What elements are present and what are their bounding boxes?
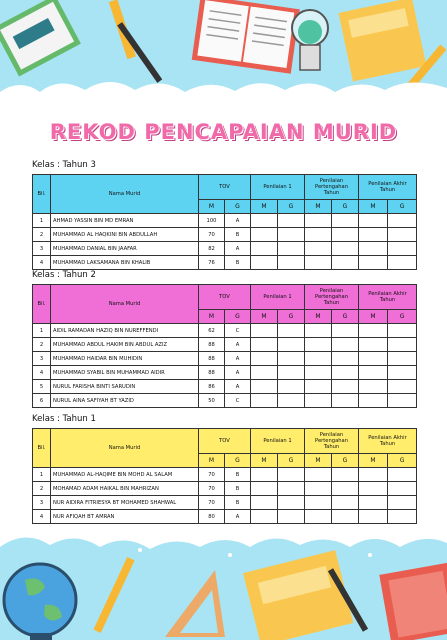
empty-cell [305,324,332,338]
tov-mark: 50 [199,394,225,408]
table-row [33,214,417,228]
empty-cell [305,394,332,408]
empty-cell [332,394,359,408]
g-header: G [225,454,251,468]
empty-cell [332,366,359,380]
tov-grade: A [225,214,251,228]
empty-cell [388,242,417,256]
empty-cell [305,242,332,256]
g-header: G [388,200,417,214]
tov-mark: 88 [199,352,225,366]
student-name: NUR AIDIRA FITRIESYA BT MOHAMED SHAHWAL [51,496,199,510]
m-header: M [251,454,278,468]
penilaian-pertengahan-header: Penilaian Pertengahan Tahun [305,429,359,454]
empty-cell [251,380,278,394]
tov-grade: C [225,394,251,408]
empty-cell [305,468,332,482]
empty-cell [305,256,332,270]
empty-cell [251,496,278,510]
table-row [33,394,417,408]
m-header: M [251,310,278,324]
empty-cell [278,352,305,366]
empty-cell [332,352,359,366]
m-header: M [305,454,332,468]
empty-cell [388,510,417,524]
empty-cell [278,380,305,394]
bil-header: Bil. [33,285,51,324]
empty-cell [359,394,388,408]
empty-cell [251,510,278,524]
table-row [33,338,417,352]
empty-cell [388,352,417,366]
tov-grade: A [225,510,251,524]
empty-cell [278,394,305,408]
student-name: MUHAMMAD SYABIL BIN MUHAMMAD AIDIR [51,366,199,380]
empty-cell [251,338,278,352]
student-name: MUHAMMAD HAIDAR BIN MUHIDIN [51,352,199,366]
tov-mark: 76 [199,256,225,270]
m-header: M [359,454,388,468]
g-header: G [278,454,305,468]
g-header: G [388,310,417,324]
table-row [33,352,417,366]
student-name: AHMAD YASSIN BIN MD EMRAN [51,214,199,228]
empty-cell [332,510,359,524]
class-label: Kelas : Tahun 2 [32,270,96,280]
page-title: REKOD PENCAPAIAN MURID [49,120,398,144]
empty-cell [332,256,359,270]
empty-cell [305,352,332,366]
empty-cell [278,510,305,524]
empty-cell [251,214,278,228]
row-number: 2 [33,482,51,496]
tov-grade: B [225,256,251,270]
student-name: NUR AFIQAH BT AMRAN [51,510,199,524]
table-row [33,510,417,524]
empty-cell [251,324,278,338]
student-name: MUHAMMAD AL HAQKINI BIN ABDULLAH [51,228,199,242]
penilaian1-header: Penilaian 1 [251,429,305,454]
bottom-decoration-banner [0,525,447,640]
empty-cell [332,338,359,352]
m-header: M [305,200,332,214]
empty-cell [332,380,359,394]
row-number: 3 [33,352,51,366]
tov-mark: 70 [199,468,225,482]
g-header: G [278,200,305,214]
empty-cell [251,256,278,270]
tov-mark: 100 [199,214,225,228]
tov-mark: 88 [199,338,225,352]
empty-cell [359,242,388,256]
nama-header: Nama Murid [51,285,199,324]
table-row [33,366,417,380]
tov-header: TOV [199,429,251,454]
empty-cell [278,366,305,380]
penilaian-akhir-header: Penilaian Akhir Tahun [359,175,417,200]
table-row [33,482,417,496]
g-header: G [225,310,251,324]
m-header: M [199,454,225,468]
top-decoration-banner [0,0,447,110]
penilaian1-header: Penilaian 1 [251,285,305,310]
empty-cell [278,228,305,242]
empty-cell [359,352,388,366]
tov-grade: B [225,496,251,510]
student-name: MUHAMMAD DANIAL BIN JAAFAR [51,242,199,256]
tov-mark: 82 [199,242,225,256]
student-name: MUHAMMAD AL-HAQIME BIN MOHD AL SALAM [51,468,199,482]
bil-header: Bil. [33,429,51,468]
tov-header: TOV [199,285,251,310]
student-name: AIDIL RAMADAN HAZIQ BIN NUREFFENDI [51,324,199,338]
table-row [33,256,417,270]
empty-cell [251,482,278,496]
empty-cell [388,214,417,228]
tov-mark: 70 [199,228,225,242]
empty-cell [359,482,388,496]
tov-grade: A [225,366,251,380]
empty-cell [388,394,417,408]
empty-cell [359,468,388,482]
student-record-table [32,174,417,270]
school-supplies-illustration [0,525,447,640]
g-header: G [225,200,251,214]
row-number: 4 [33,366,51,380]
empty-cell [251,468,278,482]
row-number: 4 [33,510,51,524]
tov-grade: B [225,228,251,242]
empty-cell [332,324,359,338]
m-header: M [199,310,225,324]
student-record-table [32,284,417,408]
tov-grade: A [225,242,251,256]
tov-grade: A [225,338,251,352]
empty-cell [359,256,388,270]
tov-mark: 80 [199,510,225,524]
empty-cell [332,242,359,256]
empty-cell [359,338,388,352]
empty-cell [359,366,388,380]
penilaian-pertengahan-header: Penilaian Pertengahan Tahun [305,285,359,310]
nama-header: Nama Murid [51,175,199,214]
empty-cell [278,496,305,510]
penilaian-akhir-header: Penilaian Akhir Tahun [359,429,417,454]
empty-cell [332,482,359,496]
nama-header: Nama Murid [51,429,199,468]
student-name: MUHAMMAD LAKSAMANA BIN KHALIB [51,256,199,270]
empty-cell [305,366,332,380]
empty-cell [359,324,388,338]
m-header: M [199,200,225,214]
empty-cell [305,496,332,510]
empty-cell [359,214,388,228]
empty-cell [251,242,278,256]
tov-mark: 88 [199,366,225,380]
empty-cell [305,482,332,496]
empty-cell [278,468,305,482]
empty-cell [305,510,332,524]
student-record-table [32,428,417,524]
class-section-tahun-3 [32,160,416,270]
empty-cell [388,468,417,482]
class-section-tahun-1 [32,414,416,524]
empty-cell [388,482,417,496]
empty-cell [388,324,417,338]
m-header: M [359,310,388,324]
empty-cell [359,510,388,524]
table-row [33,228,417,242]
empty-cell [305,380,332,394]
empty-cell [332,468,359,482]
empty-cell [305,338,332,352]
bil-header: Bil. [33,175,51,214]
student-name: NURUL AINA SAFIYAH BT YAZID [51,394,199,408]
penilaian1-header: Penilaian 1 [251,175,305,200]
table-row [33,380,417,394]
empty-cell [332,228,359,242]
g-header: G [278,310,305,324]
empty-cell [278,242,305,256]
row-number: 1 [33,324,51,338]
empty-cell [251,228,278,242]
row-number: 5 [33,380,51,394]
tov-grade: A [225,380,251,394]
row-number: 3 [33,242,51,256]
row-number: 1 [33,214,51,228]
penilaian-pertengahan-header: Penilaian Pertengahan Tahun [305,175,359,200]
empty-cell [388,256,417,270]
empty-cell [278,324,305,338]
tov-mark: 86 [199,380,225,394]
student-name: MUHAMMAD ABDUL HAKIM BIN ABDUL AZIZ [51,338,199,352]
tov-header: TOV [199,175,251,200]
empty-cell [388,338,417,352]
empty-cell [251,352,278,366]
g-header: G [332,454,359,468]
empty-cell [332,496,359,510]
class-label: Kelas : Tahun 1 [32,414,96,424]
table-row [33,324,417,338]
tov-grade: B [225,482,251,496]
empty-cell [359,496,388,510]
g-header: G [332,310,359,324]
empty-cell [388,380,417,394]
empty-cell [278,256,305,270]
g-header: G [388,454,417,468]
table-row [33,468,417,482]
m-header: M [305,310,332,324]
row-number: 6 [33,394,51,408]
m-header: M [359,200,388,214]
school-supplies-illustration [0,0,447,110]
empty-cell [359,228,388,242]
row-number: 2 [33,228,51,242]
empty-cell [305,228,332,242]
empty-cell [251,366,278,380]
table-row [33,242,417,256]
g-header: G [332,200,359,214]
row-number: 3 [33,496,51,510]
empty-cell [388,496,417,510]
student-name: MOHAMAD ADAM HAIKAL BIN MAHRIZAN [51,482,199,496]
empty-cell [388,366,417,380]
tov-grade: A [225,352,251,366]
row-number: 2 [33,338,51,352]
m-header: M [251,200,278,214]
student-name: NURUL FARISHA BINTI SARUDIN [51,380,199,394]
row-number: 1 [33,468,51,482]
empty-cell [388,228,417,242]
row-number: 4 [33,256,51,270]
empty-cell [278,338,305,352]
empty-cell [305,214,332,228]
penilaian-akhir-header: Penilaian Akhir Tahun [359,285,417,310]
tov-mark: 70 [199,496,225,510]
empty-cell [278,214,305,228]
tov-grade: B [225,468,251,482]
tov-mark: 62 [199,324,225,338]
class-section-tahun-2 [32,270,416,408]
tov-mark: 70 [199,482,225,496]
tov-grade: C [225,324,251,338]
class-label: Kelas : Tahun 3 [32,160,96,170]
empty-cell [251,394,278,408]
table-row [33,496,417,510]
empty-cell [332,214,359,228]
empty-cell [359,380,388,394]
empty-cell [278,482,305,496]
